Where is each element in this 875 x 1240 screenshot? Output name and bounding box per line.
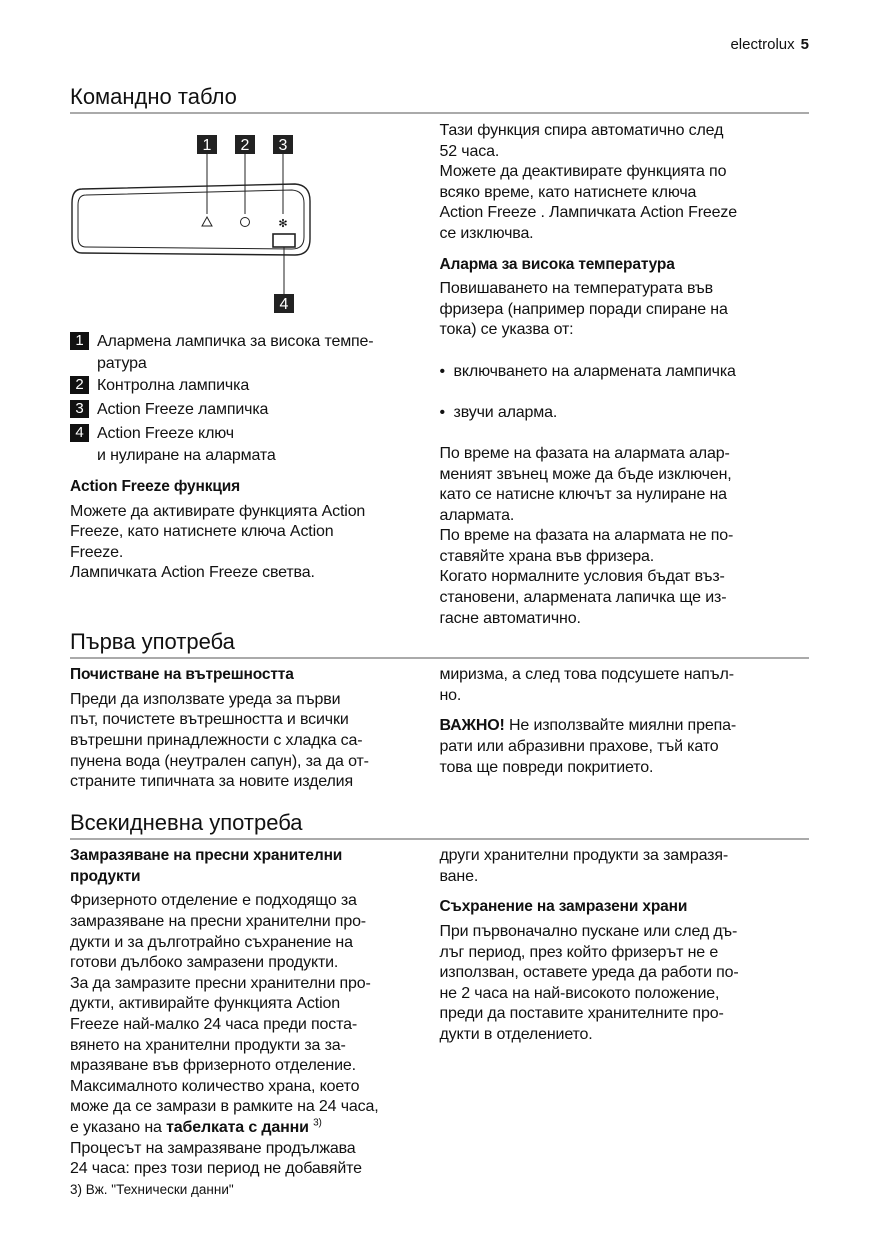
legend-text: Action Freeze лампичка xyxy=(97,401,269,418)
subheading: Замразяване на пресни хранителни продукти xyxy=(70,847,343,885)
legend-item xyxy=(70,423,440,445)
section-title-first-use: Първа употреба xyxy=(70,629,809,659)
section-title-control-panel: Командно табло xyxy=(70,84,809,114)
section-daily-use xyxy=(70,810,809,1197)
paragraph: други хранителни продукти за замразя- ване. xyxy=(439,847,729,885)
list-item-text: включването на алармената лампичка xyxy=(453,362,736,380)
paragraph-text: Фризерното отделение е подходящо за замразяване на пресни хранителни про- дукти и за дълготрайно съхранение на готови дълбоко замразени продукти. За да замразите пресни хранителни про- дукти, активирайте функцията Action Freeze най-малко 24 часа преди поста- вянето на хранителни продукти за за- мразяване във фризерното отделение. Максималното количество храна, което може да се замрази в рамките на 24 часа, е указано на xyxy=(70,892,379,1136)
footnote: 3) Вж. "Технически данни" xyxy=(70,1181,234,1197)
list-item: • звучи аларма. xyxy=(439,403,558,421)
page-number: 5 xyxy=(800,36,809,53)
paragraph: При първоначално пускане или след дъ- лъг период, през който фризерът не е използван, оставете уреда да работи по- не 2 часа на най-високото положение, преди да поставите хранителните про- дукти в отделението. xyxy=(439,923,739,1043)
page-header xyxy=(70,36,809,84)
left-column xyxy=(70,846,440,1197)
left-column xyxy=(70,119,440,629)
paragraph: По време на фазата на алармата алар- меният звънец може да бъде изключен, като се натисне ключът за нулиране на алармата. По време на фазата на алармата не по- ставяйте храна във фризера. Когато нормалните условия бъдат въз- становени, алармената лапичка ще из- гасне автоматично. xyxy=(439,444,734,627)
snowflake-icon: ✻ xyxy=(278,218,288,230)
section-title-daily-use: Всекидневна употреба xyxy=(70,810,809,840)
legend-text: Action Freeze ключ xyxy=(97,425,234,442)
control-lamp-icon xyxy=(241,218,250,227)
svg-text:2: 2 xyxy=(240,137,250,154)
section-first-use xyxy=(70,629,809,810)
legend-text: и нулиране на алармата xyxy=(97,447,276,464)
section-control-panel xyxy=(70,84,809,629)
legend-text: ратура xyxy=(97,355,147,372)
right-column xyxy=(440,846,810,1197)
legend-number: 3 xyxy=(70,400,89,418)
subheading: Action Freeze функция xyxy=(70,478,240,495)
important-label: ВАЖНО! xyxy=(439,717,505,735)
important-note xyxy=(440,716,810,778)
left-column xyxy=(70,665,440,793)
paragraph: Можете да активирате функцията Action Freeze, като натиснете ключа Action Freeze. Лампичката Action Freeze светва. xyxy=(70,502,366,582)
bullet-list xyxy=(440,341,810,444)
diagram-legend xyxy=(70,331,440,467)
label-box-3 xyxy=(273,135,293,154)
legend-text: Алармена лампичка за висока темпе- xyxy=(97,333,374,350)
label-box-1 xyxy=(197,135,217,154)
svg-text:4: 4 xyxy=(279,296,289,313)
legend-number: 2 xyxy=(70,376,89,394)
svg-text:3: 3 xyxy=(278,137,288,154)
list-item: • включването на алармената лампичка xyxy=(439,362,736,380)
subheading: Съхранение на замразени храни xyxy=(439,898,688,916)
legend-number: 4 xyxy=(70,424,89,442)
right-column xyxy=(440,665,810,793)
subheading: Аларма за висока температура xyxy=(439,255,675,273)
legend-item xyxy=(70,399,440,421)
warning-icon xyxy=(202,217,212,226)
paragraph: Повишаването на температурата във фризера (например поради спиране на тока) се указва от: xyxy=(439,280,728,339)
control-panel-diagram xyxy=(70,129,315,319)
subheading: Почистване на вътрешността xyxy=(70,666,294,684)
paragraph: Процесът на замразяване продължава 24 часа: през този период не добавяйте xyxy=(70,1139,362,1178)
label-box-2 xyxy=(235,135,255,154)
list-item-text: звучи аларма. xyxy=(453,403,558,421)
footnote-ref: 3) xyxy=(313,1117,322,1129)
legend-text: Контролна лампичка xyxy=(97,377,250,394)
bold-text: табелката с данни xyxy=(166,1118,309,1136)
label-box-4 xyxy=(274,294,294,313)
paragraph: миризма, а след това подсушете напъл- но. xyxy=(439,666,734,704)
svg-text:1: 1 xyxy=(202,137,212,154)
paragraph: Преди да използвате уреда за първи път, почистете вътрешността и всички вътрешни принадлежности с хладка са- пунена вода (неутрален сапун), за да от- страните типичната за новите изделия xyxy=(70,690,369,791)
legend-number: 1 xyxy=(70,332,89,350)
important-text: Не използвайте миялни препа- рати или абразивни прахове, тъй като това ще повреди покритието. xyxy=(439,717,737,776)
action-freeze-key[interactable] xyxy=(273,234,295,247)
right-column xyxy=(440,119,810,629)
legend-item xyxy=(70,331,440,353)
legend-item xyxy=(70,375,440,397)
paragraph xyxy=(70,891,440,1138)
paragraph: Тази функция спира автоматично след 52 часа. Можете да деактивирате функцията по всяко време, като натиснете ключа Action Freeze . Лампичката Action Freeze се изключва. xyxy=(439,122,737,242)
brand-name: electrolux xyxy=(730,36,795,53)
